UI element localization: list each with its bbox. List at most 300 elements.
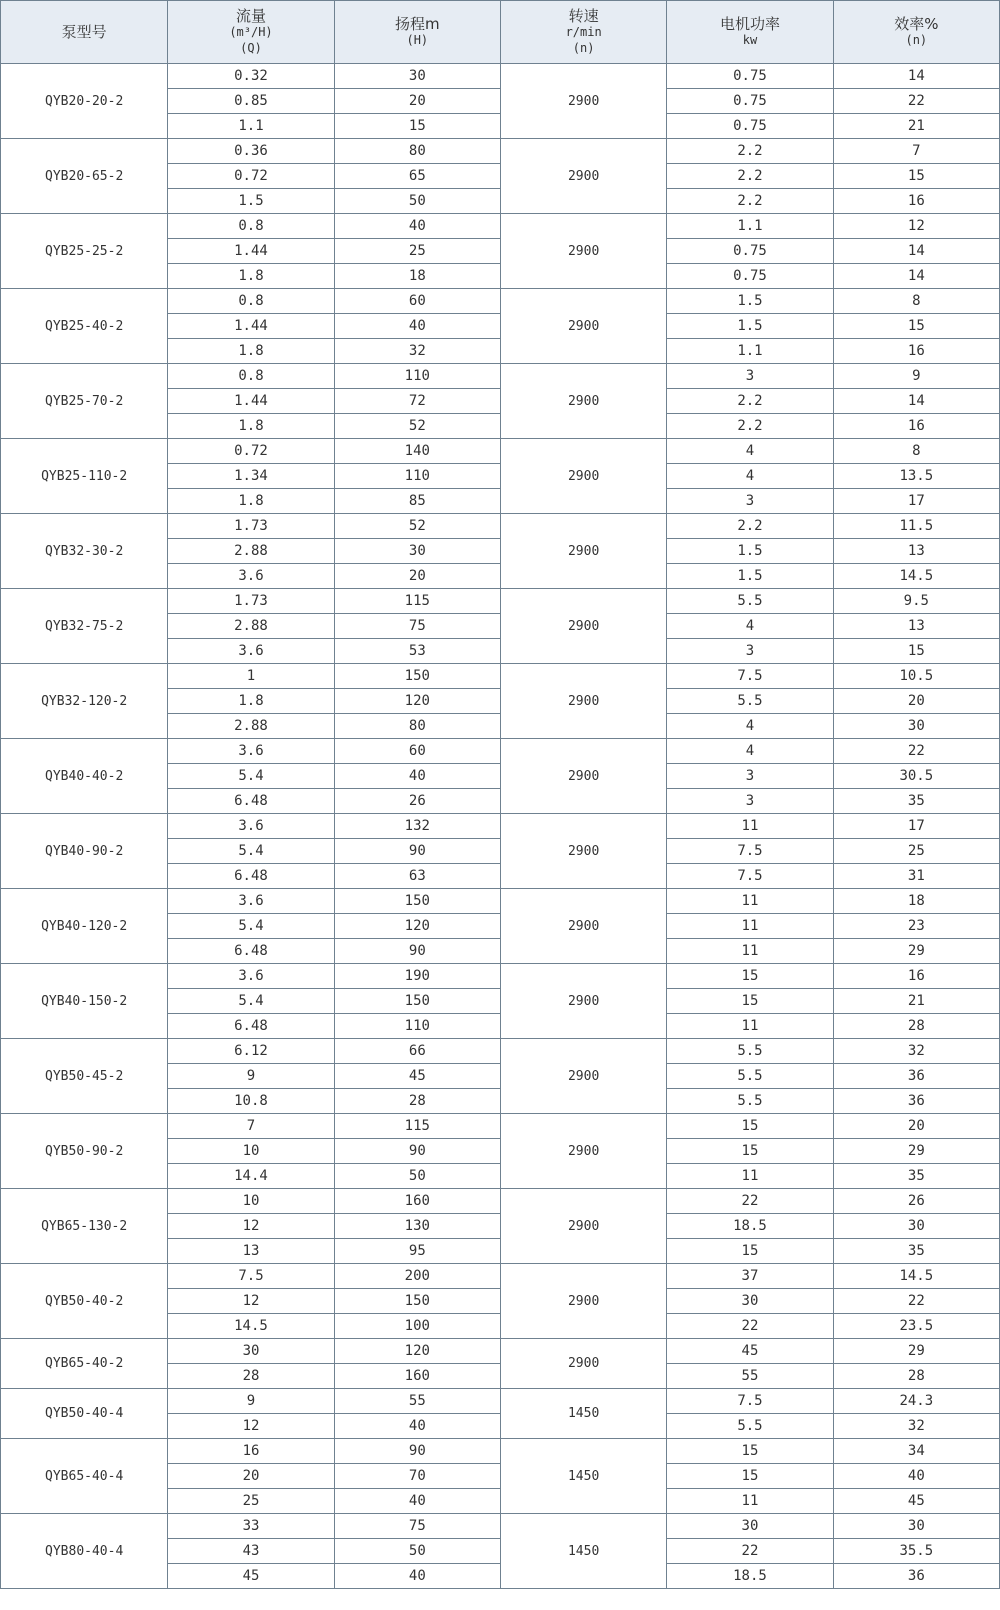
efficiency-cell: 14 [833,64,999,89]
head-cell: 63 [334,864,500,889]
power-cell: 11 [667,914,833,939]
speed-cell: 2900 [500,1339,666,1389]
efficiency-cell: 17 [833,814,999,839]
efficiency-cell: 15 [833,164,999,189]
efficiency-cell: 20 [833,1114,999,1139]
efficiency-cell: 21 [833,989,999,1014]
header-model: 泵型号 [1,1,168,64]
table-row [1,664,1000,689]
efficiency-cell: 14.5 [833,1264,999,1289]
head-cell: 50 [334,189,500,214]
head-cell: 80 [334,139,500,164]
flow-cell: 6.12 [168,1039,334,1064]
pump-model-cell: QYB25-70-2 [1,364,168,439]
power-cell: 2.2 [667,189,833,214]
head-cell: 120 [334,689,500,714]
power-cell: 4 [667,464,833,489]
power-cell: 3 [667,364,833,389]
power-cell: 30 [667,1514,833,1539]
flow-cell: 1.8 [168,689,334,714]
flow-cell: 14.5 [168,1314,334,1339]
power-cell: 0.75 [667,264,833,289]
power-cell: 15 [667,1239,833,1264]
pump-model-cell: QYB65-40-2 [1,1339,168,1389]
power-cell: 22 [667,1314,833,1339]
head-cell: 30 [334,539,500,564]
flow-cell: 3.6 [168,564,334,589]
head-cell: 28 [334,1089,500,1114]
flow-cell: 28 [168,1364,334,1389]
efficiency-cell: 22 [833,739,999,764]
table-row [1,1439,1000,1464]
efficiency-cell: 35.5 [833,1539,999,1564]
head-cell: 110 [334,1014,500,1039]
flow-cell: 1.44 [168,314,334,339]
header-flow-symbol: (Q) [240,41,262,55]
pump-model-cell: QYB40-90-2 [1,814,168,889]
power-cell: 0.75 [667,114,833,139]
speed-cell: 1450 [500,1389,666,1439]
pump-model-cell: QYB20-65-2 [1,139,168,214]
power-cell: 2.2 [667,164,833,189]
flow-cell: 3.6 [168,814,334,839]
power-cell: 55 [667,1364,833,1389]
efficiency-cell: 17 [833,489,999,514]
power-cell: 11 [667,814,833,839]
flow-cell: 1.44 [168,239,334,264]
head-cell: 115 [334,1114,500,1139]
power-cell: 1.5 [667,289,833,314]
table-row [1,439,1000,464]
flow-cell: 0.32 [168,64,334,89]
power-cell: 1.1 [667,339,833,364]
pump-model-cell: QYB20-20-2 [1,64,168,139]
efficiency-cell: 36 [833,1089,999,1114]
speed-cell: 2900 [500,364,666,439]
power-cell: 30 [667,1289,833,1314]
efficiency-cell: 36 [833,1064,999,1089]
head-cell: 25 [334,239,500,264]
power-cell: 2.2 [667,414,833,439]
power-cell: 15 [667,964,833,989]
table-row [1,364,1000,389]
efficiency-cell: 16 [833,414,999,439]
power-cell: 5.5 [667,1089,833,1114]
power-cell: 18.5 [667,1564,833,1589]
efficiency-cell: 7 [833,139,999,164]
table-row [1,964,1000,989]
table-header [1,1,1000,64]
flow-cell: 3.6 [168,889,334,914]
header-head [334,1,500,64]
head-cell: 150 [334,889,500,914]
power-cell: 11 [667,1489,833,1514]
power-cell: 0.75 [667,64,833,89]
head-cell: 52 [334,514,500,539]
efficiency-cell: 32 [833,1414,999,1439]
efficiency-cell: 23.5 [833,1314,999,1339]
efficiency-cell: 8 [833,289,999,314]
header-head-title: 扬程m [395,15,440,33]
efficiency-cell: 22 [833,89,999,114]
pump-model-cell: QYB65-40-4 [1,1439,168,1514]
power-cell: 22 [667,1539,833,1564]
speed-cell: 2900 [500,964,666,1039]
efficiency-cell: 24.3 [833,1389,999,1414]
efficiency-cell: 9.5 [833,589,999,614]
efficiency-cell: 14 [833,389,999,414]
head-cell: 40 [334,314,500,339]
power-cell: 4 [667,439,833,464]
pump-model-cell: QYB32-120-2 [1,664,168,739]
power-cell: 15 [667,1439,833,1464]
header-flow-unit: (m³/H) [229,25,273,39]
flow-cell: 0.72 [168,164,334,189]
flow-cell: 5.4 [168,764,334,789]
head-cell: 50 [334,1164,500,1189]
flow-cell: 10 [168,1189,334,1214]
pump-model-cell: QYB50-40-2 [1,1264,168,1339]
pump-model-cell: QYB80-40-4 [1,1514,168,1589]
speed-cell: 2900 [500,289,666,364]
efficiency-cell: 29 [833,1339,999,1364]
power-cell: 4 [667,614,833,639]
flow-cell: 30 [168,1339,334,1364]
power-cell: 7.5 [667,839,833,864]
efficiency-cell: 35 [833,1164,999,1189]
flow-cell: 0.36 [168,139,334,164]
pump-model-cell: QYB25-25-2 [1,214,168,289]
efficiency-cell: 16 [833,189,999,214]
pump-model-cell: QYB40-150-2 [1,964,168,1039]
head-cell: 45 [334,1064,500,1089]
head-cell: 80 [334,714,500,739]
head-cell: 90 [334,1139,500,1164]
flow-cell: 7.5 [168,1264,334,1289]
pump-model-cell: QYB50-90-2 [1,1114,168,1189]
flow-cell: 16 [168,1439,334,1464]
speed-cell: 2900 [500,889,666,964]
power-cell: 4 [667,739,833,764]
power-cell: 2.2 [667,389,833,414]
flow-cell: 9 [168,1389,334,1414]
power-cell: 3 [667,639,833,664]
power-cell: 5.5 [667,1039,833,1064]
flow-cell: 2.88 [168,539,334,564]
table-row [1,889,1000,914]
header-speed-unit: r/min [565,25,602,39]
efficiency-cell: 28 [833,1364,999,1389]
head-cell: 66 [334,1039,500,1064]
power-cell: 5.5 [667,689,833,714]
power-cell: 4 [667,714,833,739]
efficiency-cell: 35 [833,789,999,814]
power-cell: 7.5 [667,1389,833,1414]
flow-cell: 10.8 [168,1089,334,1114]
efficiency-cell: 16 [833,339,999,364]
speed-cell: 1450 [500,1514,666,1589]
power-cell: 1.5 [667,564,833,589]
efficiency-cell: 40 [833,1464,999,1489]
header-efficiency [833,1,999,64]
table-row [1,214,1000,239]
efficiency-cell: 18 [833,889,999,914]
efficiency-cell: 30.5 [833,764,999,789]
flow-cell: 1 [168,664,334,689]
head-cell: 32 [334,339,500,364]
efficiency-cell: 26 [833,1189,999,1214]
efficiency-cell: 15 [833,639,999,664]
power-cell: 11 [667,889,833,914]
power-cell: 22 [667,1189,833,1214]
flow-cell: 1.8 [168,489,334,514]
flow-cell: 0.8 [168,214,334,239]
header-row [1,1,1000,64]
power-cell: 7.5 [667,864,833,889]
speed-cell: 2900 [500,139,666,214]
head-cell: 150 [334,989,500,1014]
head-cell: 52 [334,414,500,439]
flow-cell: 1.8 [168,339,334,364]
header-flow [168,1,334,64]
table-row [1,64,1000,89]
power-cell: 15 [667,1464,833,1489]
table-row [1,589,1000,614]
header-power-title: 电机功率 [719,15,780,33]
pump-model-cell: QYB25-110-2 [1,439,168,514]
efficiency-cell: 22 [833,1289,999,1314]
power-cell: 1.5 [667,314,833,339]
power-cell: 45 [667,1339,833,1364]
speed-cell: 2900 [500,589,666,664]
speed-cell: 1450 [500,1439,666,1514]
efficiency-cell: 30 [833,714,999,739]
power-cell: 5.5 [667,589,833,614]
efficiency-cell: 9 [833,364,999,389]
power-cell: 15 [667,1114,833,1139]
pump-model-cell: QYB50-45-2 [1,1039,168,1114]
head-cell: 200 [334,1264,500,1289]
head-cell: 90 [334,839,500,864]
power-cell: 3 [667,764,833,789]
flow-cell: 2.88 [168,614,334,639]
header-power [667,1,833,64]
head-cell: 90 [334,1439,500,1464]
head-cell: 70 [334,1464,500,1489]
table-row [1,1514,1000,1539]
head-cell: 160 [334,1364,500,1389]
flow-cell: 45 [168,1564,334,1589]
header-speed-symbol: (n) [572,41,595,55]
efficiency-cell: 35 [833,1239,999,1264]
efficiency-cell: 34 [833,1439,999,1464]
efficiency-cell: 21 [833,114,999,139]
table-row [1,1264,1000,1289]
head-cell: 15 [334,114,500,139]
table-row [1,1114,1000,1139]
speed-cell: 2900 [500,814,666,889]
flow-cell: 7 [168,1114,334,1139]
head-cell: 60 [334,739,500,764]
flow-cell: 33 [168,1514,334,1539]
speed-cell: 2900 [500,64,666,139]
speed-cell: 2900 [500,739,666,814]
head-cell: 72 [334,389,500,414]
head-cell: 20 [334,89,500,114]
table-row [1,1039,1000,1064]
power-cell: 11 [667,1014,833,1039]
head-cell: 75 [334,614,500,639]
speed-cell: 2900 [500,214,666,289]
efficiency-cell: 36 [833,1564,999,1589]
head-cell: 100 [334,1314,500,1339]
table-body [1,64,1000,1589]
flow-cell: 1.1 [168,114,334,139]
table-row [1,1339,1000,1364]
header-efficiency-title: 效率% [894,15,939,33]
head-cell: 110 [334,364,500,389]
flow-cell: 3.6 [168,739,334,764]
pump-model-cell: QYB65-130-2 [1,1189,168,1264]
flow-cell: 0.85 [168,89,334,114]
efficiency-cell: 14.5 [833,564,999,589]
power-cell: 0.75 [667,89,833,114]
efficiency-cell: 32 [833,1039,999,1064]
efficiency-cell: 15 [833,314,999,339]
flow-cell: 0.8 [168,364,334,389]
head-cell: 132 [334,814,500,839]
flow-cell: 20 [168,1464,334,1489]
flow-cell: 1.8 [168,414,334,439]
flow-cell: 6.48 [168,789,334,814]
power-cell: 2.2 [667,139,833,164]
flow-cell: 1.73 [168,514,334,539]
efficiency-cell: 31 [833,864,999,889]
efficiency-cell: 45 [833,1489,999,1514]
efficiency-cell: 16 [833,964,999,989]
flow-cell: 2.88 [168,714,334,739]
head-cell: 150 [334,664,500,689]
efficiency-cell: 12 [833,214,999,239]
pump-model-cell: QYB40-40-2 [1,739,168,814]
flow-cell: 5.4 [168,914,334,939]
flow-cell: 1.73 [168,589,334,614]
power-cell: 11 [667,1164,833,1189]
power-cell: 5.5 [667,1064,833,1089]
speed-cell: 2900 [500,439,666,514]
head-cell: 60 [334,289,500,314]
head-cell: 150 [334,1289,500,1314]
flow-cell: 6.48 [168,939,334,964]
power-cell: 2.2 [667,514,833,539]
head-cell: 30 [334,64,500,89]
header-power-unit: kw [742,33,758,47]
table-row [1,1189,1000,1214]
power-cell: 15 [667,989,833,1014]
pump-model-cell: QYB50-40-4 [1,1389,168,1439]
flow-cell: 0.8 [168,289,334,314]
header-efficiency-symbol: (n) [905,33,928,47]
head-cell: 53 [334,639,500,664]
head-cell: 140 [334,439,500,464]
flow-cell: 12 [168,1414,334,1439]
efficiency-cell: 13 [833,539,999,564]
head-cell: 26 [334,789,500,814]
pump-model-cell: QYB32-75-2 [1,589,168,664]
head-cell: 75 [334,1514,500,1539]
header-head-symbol: (H) [406,33,429,47]
power-cell: 11 [667,939,833,964]
table-row [1,739,1000,764]
power-cell: 3 [667,489,833,514]
power-cell: 1.1 [667,214,833,239]
efficiency-cell: 25 [833,839,999,864]
pump-model-cell: QYB40-120-2 [1,889,168,964]
flow-cell: 1.44 [168,389,334,414]
flow-cell: 13 [168,1239,334,1264]
power-cell: 3 [667,789,833,814]
flow-cell: 1.5 [168,189,334,214]
efficiency-cell: 20 [833,689,999,714]
power-cell: 5.5 [667,1414,833,1439]
head-cell: 120 [334,914,500,939]
head-cell: 50 [334,1539,500,1564]
efficiency-cell: 13.5 [833,464,999,489]
efficiency-cell: 29 [833,1139,999,1164]
head-cell: 190 [334,964,500,989]
flow-cell: 12 [168,1214,334,1239]
speed-cell: 2900 [500,664,666,739]
pump-model-cell: QYB32-30-2 [1,514,168,589]
efficiency-cell: 30 [833,1214,999,1239]
head-cell: 40 [334,214,500,239]
pump-model-cell: QYB25-40-2 [1,289,168,364]
speed-cell: 2900 [500,1114,666,1189]
efficiency-cell: 14 [833,239,999,264]
head-cell: 40 [334,1489,500,1514]
table-row [1,514,1000,539]
header-speed-title: 转速 [568,7,599,25]
speed-cell: 2900 [500,1189,666,1264]
head-cell: 115 [334,589,500,614]
head-cell: 40 [334,764,500,789]
flow-cell: 12 [168,1289,334,1314]
efficiency-cell: 29 [833,939,999,964]
header-flow-title: 流量 [235,7,266,25]
power-cell: 15 [667,1139,833,1164]
power-cell: 18.5 [667,1214,833,1239]
head-cell: 40 [334,1414,500,1439]
table-row [1,814,1000,839]
efficiency-cell: 28 [833,1014,999,1039]
power-cell: 1.5 [667,539,833,564]
efficiency-cell: 10.5 [833,664,999,689]
efficiency-cell: 14 [833,264,999,289]
flow-cell: 1.34 [168,464,334,489]
head-cell: 55 [334,1389,500,1414]
flow-cell: 3.6 [168,964,334,989]
flow-cell: 43 [168,1539,334,1564]
table-row [1,289,1000,314]
efficiency-cell: 8 [833,439,999,464]
speed-cell: 2900 [500,1264,666,1339]
efficiency-cell: 11.5 [833,514,999,539]
head-cell: 120 [334,1339,500,1364]
flow-cell: 1.8 [168,264,334,289]
power-cell: 7.5 [667,664,833,689]
power-cell: 0.75 [667,239,833,264]
speed-cell: 2900 [500,1039,666,1114]
